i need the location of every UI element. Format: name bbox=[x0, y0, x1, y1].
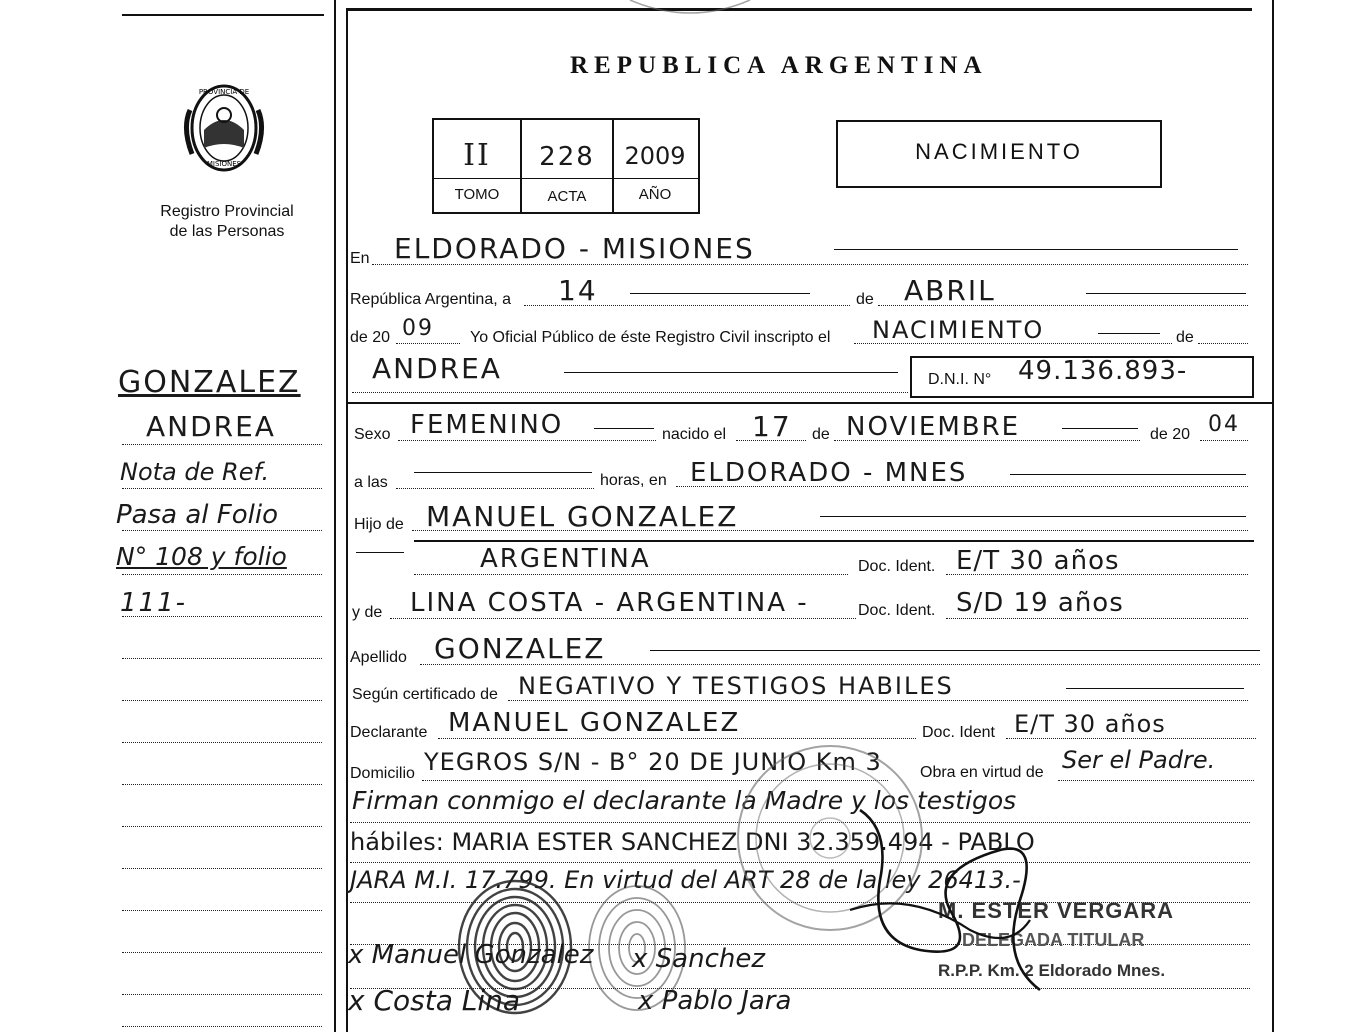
value-father-doc: E/T 30 años bbox=[956, 546, 1120, 576]
fill-dash bbox=[1086, 293, 1246, 294]
margin-note-ref: Nota de Ref. bbox=[120, 458, 270, 486]
stub-line bbox=[122, 910, 322, 911]
stub-top-rule bbox=[122, 14, 324, 16]
registry-line1: Registro Provincial bbox=[160, 203, 294, 220]
value-father: MANUEL GONZALEZ bbox=[426, 500, 739, 533]
value-obra: Ser el Padre. bbox=[1062, 746, 1216, 774]
top-stamp-icon bbox=[620, 0, 760, 18]
value-declarante: MANUEL GONZALEZ bbox=[448, 708, 741, 738]
value-domicilio: YEGROS S/N - B° 20 DE JUNIO Km 3 bbox=[424, 748, 882, 776]
registry-line2: de las Personas bbox=[169, 223, 285, 240]
fill-dash bbox=[820, 516, 1246, 517]
label-segun: Según certificado de bbox=[352, 686, 498, 703]
country-title: REPUBLICA ARGENTINA bbox=[570, 52, 988, 79]
label-en: En bbox=[350, 250, 370, 267]
fill-dash bbox=[356, 552, 404, 553]
value-mother: LINA COSTA - ARGENTINA - bbox=[410, 588, 809, 618]
label-apellido: Apellido bbox=[350, 649, 407, 666]
margin-note-folio-number: N° 108 y folio bbox=[116, 542, 287, 571]
anio-label: AÑO bbox=[638, 186, 672, 203]
label-obra: Obra en virtud de bbox=[920, 764, 1044, 781]
field-line bbox=[946, 618, 1248, 619]
value-place: ELDORADO - MISIONES bbox=[394, 232, 755, 265]
acta-label: ACTA bbox=[547, 188, 587, 205]
stub-line bbox=[122, 742, 322, 743]
stub-line bbox=[122, 868, 322, 869]
value-certificado: NEGATIVO Y TESTIGOS HABILES bbox=[518, 672, 954, 700]
value-sexo: FEMENINO bbox=[410, 410, 564, 440]
value-year: 09 bbox=[402, 316, 434, 341]
label-de20: de 20 bbox=[350, 329, 391, 346]
stub-line bbox=[122, 658, 322, 659]
field-line bbox=[1198, 343, 1248, 344]
label-doc3: Doc. Ident bbox=[922, 724, 995, 741]
acta-value: 228 bbox=[539, 142, 595, 172]
field-line bbox=[414, 574, 848, 575]
fill-dash bbox=[414, 472, 592, 473]
value-decl-doc: E/T 30 años bbox=[1014, 710, 1166, 738]
fill-dash bbox=[564, 372, 898, 373]
value-day: 14 bbox=[558, 274, 598, 307]
label-alas: a las bbox=[354, 474, 388, 491]
signature-witness1: x Sanchez bbox=[632, 944, 765, 974]
field-line bbox=[398, 440, 656, 441]
registry-name bbox=[122, 202, 332, 242]
label-hijo: Hijo de bbox=[354, 516, 404, 533]
tomo-label: TOMO bbox=[454, 186, 500, 203]
stub-line bbox=[122, 1026, 322, 1027]
margin-note-folio-end: 111- bbox=[120, 588, 188, 618]
field-line bbox=[508, 700, 1248, 701]
value-birth-month: NOVIEMBRE bbox=[846, 412, 1021, 442]
value-name: ANDREA bbox=[372, 352, 502, 385]
official-stamp-name: M. ESTER VERGARA bbox=[938, 898, 1175, 923]
official-signature-icon bbox=[830, 790, 1060, 1010]
label-declarante: Declarante bbox=[350, 724, 428, 741]
fill-dash bbox=[650, 650, 1260, 651]
label-sexo: Sexo bbox=[354, 426, 391, 443]
margin-note-surname: GONZALEZ bbox=[118, 365, 301, 400]
margin-note-folio: Pasa al Folio bbox=[116, 500, 278, 530]
field-line bbox=[1006, 738, 1256, 739]
label-yde: y de bbox=[352, 604, 383, 621]
margin-note-name: ANDREA bbox=[146, 410, 276, 443]
tomo-value: II bbox=[463, 138, 491, 173]
form-right-border bbox=[1272, 0, 1274, 1032]
official-stamp-office: R.P.P. Km. 2 Eldorado Mnes. bbox=[938, 961, 1166, 980]
value-act: NACIMIENTO bbox=[872, 316, 1045, 344]
signature-mother: x Costa Lina bbox=[348, 984, 521, 1017]
notes-line2: hábiles: MARIA ESTER SANCHEZ DNI 32.359.494 - PABLO bbox=[350, 828, 1035, 856]
form-top-rule bbox=[346, 8, 1252, 11]
label-oficial: Yo Oficial Público de éste Registro Civil inscripto el bbox=[470, 329, 831, 346]
stub-line bbox=[122, 574, 322, 575]
stub-line bbox=[122, 530, 322, 531]
value-birth-day: 17 bbox=[752, 410, 792, 443]
field-line bbox=[396, 488, 594, 489]
label-de: de bbox=[856, 291, 874, 308]
label-de20b: de 20 bbox=[1150, 426, 1191, 443]
form-rule bbox=[346, 402, 1272, 404]
fill-dash bbox=[594, 428, 654, 429]
stub-line bbox=[122, 826, 322, 827]
fill-dash bbox=[1062, 428, 1138, 429]
field-line bbox=[396, 343, 460, 344]
seal-bottom-text: MISIONES bbox=[206, 160, 242, 168]
field-line bbox=[1200, 440, 1248, 441]
label-de-end: de bbox=[1176, 329, 1194, 346]
fill-dash bbox=[414, 540, 1254, 542]
stub-line bbox=[122, 700, 322, 701]
signature-father: x Manuel Gonzalez bbox=[348, 940, 594, 970]
fill-dash bbox=[1098, 333, 1160, 334]
fill-dash bbox=[630, 293, 810, 294]
label-republica: República Argentina, a bbox=[350, 291, 511, 308]
stub-divider bbox=[334, 0, 336, 1032]
form-left-border bbox=[346, 8, 348, 1032]
label-doc1: Doc. Ident. bbox=[858, 558, 936, 575]
stub-line bbox=[122, 994, 322, 995]
value-dni: 49.136.893- bbox=[1018, 356, 1188, 386]
stub-line bbox=[122, 952, 322, 953]
label-horas: horas, en bbox=[600, 472, 667, 489]
record-type: NACIMIENTO bbox=[915, 139, 1083, 164]
fill-dash bbox=[1066, 688, 1244, 689]
notes-line3: JARA M.I. 17.799. En virtud del ART 28 de la ley 26413.- bbox=[350, 866, 1021, 894]
provincial-seal-icon bbox=[176, 70, 272, 186]
label-doc2: Doc. Ident. bbox=[858, 602, 936, 619]
value-birth-place: ELDORADO - MNES bbox=[690, 458, 968, 488]
value-birth-year: 04 bbox=[1208, 412, 1240, 437]
stub-line bbox=[122, 444, 322, 445]
field-line bbox=[1058, 780, 1254, 781]
field-line bbox=[390, 618, 856, 619]
seal-top-text: PROVINCIA DE bbox=[198, 88, 250, 96]
anio-value: 2009 bbox=[624, 142, 686, 170]
record-box-divider bbox=[432, 178, 698, 179]
fill-dash bbox=[834, 249, 1238, 250]
label-domicilio: Domicilio bbox=[350, 765, 415, 782]
stub-line bbox=[122, 616, 322, 617]
stub-line bbox=[122, 784, 322, 785]
value-month: ABRIL bbox=[904, 274, 996, 307]
label-dni: D.N.I. N° bbox=[928, 371, 992, 388]
value-apellido: GONZALEZ bbox=[434, 632, 606, 665]
official-stamp-title: DELEGADA TITULAR bbox=[962, 930, 1145, 950]
stub-line bbox=[122, 488, 322, 489]
label-nacido: nacido el bbox=[662, 426, 727, 443]
signature-witness2: x Pablo Jara bbox=[638, 986, 792, 1016]
field-line bbox=[352, 392, 908, 393]
value-mother-doc: S/D 19 años bbox=[956, 588, 1124, 618]
notes-line1: Firman conmigo el declarante la Madre y los testigos bbox=[352, 786, 1017, 815]
value-father-nat: ARGENTINA bbox=[480, 544, 651, 574]
label-de2: de bbox=[812, 426, 830, 443]
fill-dash bbox=[1010, 474, 1246, 475]
